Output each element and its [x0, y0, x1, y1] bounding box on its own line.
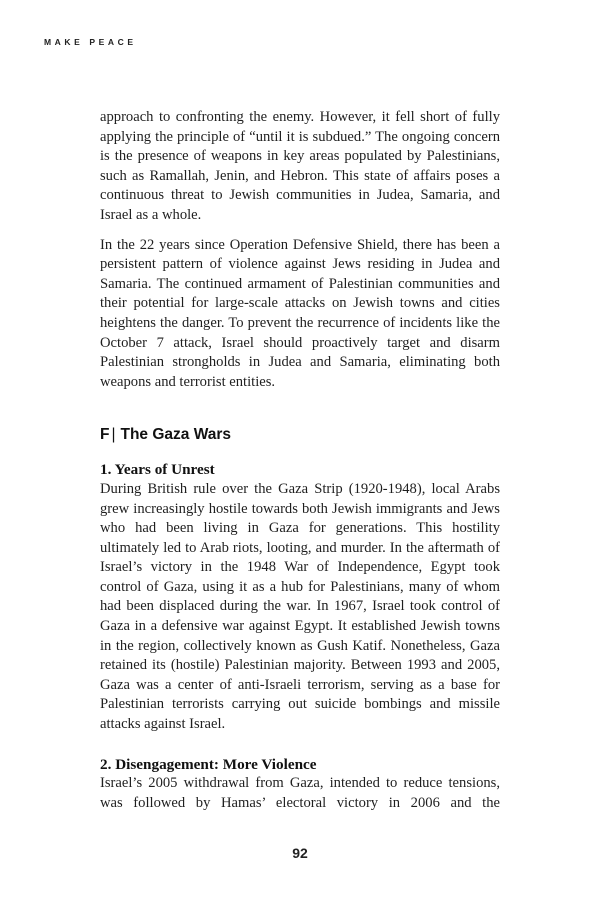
subsection-2-paragraph: Israel’s 2005 withdrawal from Gaza, intended to reduce tensions, was followed by Hamas’ electoral victory in 2006 and the — [100, 775, 500, 811]
running-head: MAKE PEACE — [44, 37, 137, 47]
page-body — [100, 108, 500, 813]
section-divider: | — [111, 426, 116, 444]
section-title: The Gaza Wars — [120, 426, 232, 444]
section-letter: F — [100, 426, 110, 444]
subsection-2-title: 2. Disengagement: More Violence — [100, 755, 317, 773]
subsection-1-title: 1. Years of Unrest — [100, 461, 215, 479]
intro-paragraph-2: In the 22 years since Operation Defensive Shield, there has been a persistent pattern of violence against Jews residing in Judea and Samaria. The continued armament of Palestinian communities and their potential for large-scale attacks on Jewish towns and cities heightens the danger. To prevent the recurrence of incidents like the October 7 attack, Israel should proactively target and disarm Palestinian strongholds in Judea and Samaria, eliminating both weapons and terrorist entities. — [100, 236, 500, 390]
subsection-1-paragraph: During British rule over the Gaza Strip (1920-1948), local Arabs grew increasingly hostile towards both Jewish immigrants and Jews who had been living in Gaza for generations. This hostility ultimately led to Arab riots, looting, and murder. In the aftermath of Israel’s victory in the 1948 War of Independence, Egypt took control of Gaza, using it as a hub for Palestinians, many of whom had been displaced during the war. In 1967, Israel took control of Gaza in a defensive war against Egypt. It established Jewish towns in the region, collectively known as Gush Katif. Nonetheless, Gaza retained its (hostile) Palestinian majority. Between 1993 and 2005, Gaza was a center of anti-Israeli terrorism, serving as a base for Palestinian terrorists carrying out suicide bombings and missile attacks against Israel. — [100, 480, 500, 733]
page-number: 92 — [292, 845, 308, 861]
intro-paragraph-1: approach to confronting the enemy. However, it fell short of fully applying the principle of “until it is subdued.” The ongoing concern is the presence of weapons in key areas populated by Palestinians, such as Ramallah, Jenin, and Hebron. This state of affairs poses a continuous threat to Jewish communities in Judea, Samaria, and Israel as a whole. — [100, 109, 500, 223]
section-heading — [100, 425, 500, 445]
